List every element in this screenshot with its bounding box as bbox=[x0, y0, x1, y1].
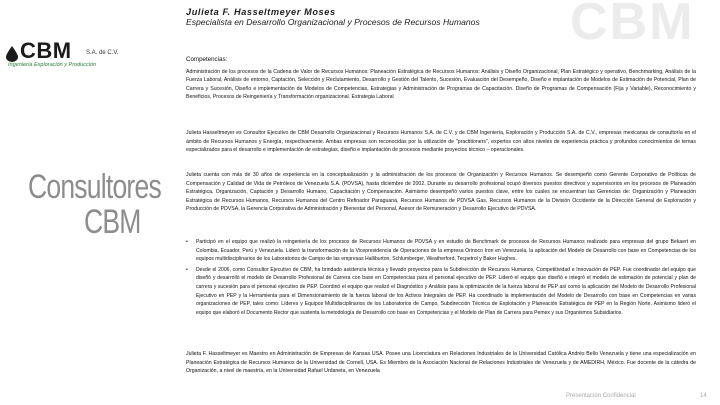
bullet-icon: • bbox=[186, 266, 188, 273]
page-number: 14 bbox=[700, 393, 707, 399]
list-item bbox=[186, 266, 696, 318]
paragraph-consultor: Julieta Hasseltmeyer es Consultor Ejecutivo de CBM Desarrollo Organizacional y Recursos Humanos S.A. de C.V. y de CBM Ingeniería, Exploración y Producción S.A. de C.V., empresas mexicanas de consultoría en el ámbito de Recursos Humanos y Energía, respectivamente. Ambas empresas son reconocidas por la utilización de "practitioners", expertos con altos niveles de experiencia práctica y profundos conocimientos de temas especializados para el desarrollo e implementación de estrategias, diseño e implantación de procesos mediante proyectos técnico – operacionales. bbox=[186, 130, 696, 154]
footer-label: Presentación Confidencial bbox=[566, 393, 636, 399]
list-item bbox=[186, 238, 696, 264]
drop-logo-icon bbox=[6, 46, 18, 62]
brand-sidebar bbox=[0, 0, 180, 405]
logo-tagline: Ingeniería Exploración y Producción bbox=[8, 62, 97, 68]
paragraph-experience: Julieta cuenta con más de 30 años de experiencia en la conceptualización y la administración de los procesos de Organización y Recursos Humanos. Se desempeñó como Gerente Corporativo de Políticas de Compensación y Calidad de Vida de Petróleos de Venezuela S.A. (PDVSA), hasta diciembre de 2002. Durante su desarrollo profesional ocupó diversos puestos directivos y supervisorios en los procesos de Planeación Estratégica, Organización, Captación y Desarrollo Humano, Capacitación y Compensación. Asimismo desempeñó varios puestos clave, entre los cuales se encuentran las Gerencias de: Organización y Planeación Estratégica de Recursos Humanos, Recursos Humanos del Centro Refinador Paraguaná, Recursos Humanos de PDVSA Gas, Recursos Humanos de la División Occidente de la Dirección General de Exploración y Producción de PDVSA, la Gerencia Corporativa de Administración y Bienestar del Personal, Asesor de Remuneración y Desarrollo Ejecutivo de PDVSA. bbox=[186, 172, 696, 213]
achievements-list bbox=[186, 238, 696, 319]
logo-text: CBM bbox=[20, 38, 72, 63]
logo-suffix: S.A. de C.V. bbox=[86, 50, 119, 56]
consultores-cbm: CBM bbox=[84, 203, 141, 241]
bullet-icon: • bbox=[186, 239, 188, 245]
competencias-section bbox=[186, 56, 696, 102]
list-item-text: Desde el 2006, como Consultor Ejecutivo de CBM, ha brindado asistencia técnica y llevado proyectos para la Subdirección de Recursos Humanos, Competitividad e Innovación de PEP. Fue coordinador del equipo que diseñó y desarrolló el modelo de Desarrollo Profesional de Carrera con base en Competencias para el personal ejecutivo de PEP. Lideró el equipo que diseñó e integró el modelo de estimación de potencial y plan de carrera y sucesión para el personal ejecutivo de PEP. Coordinó el equipo que realizó el Diagnóstico y Análisis para la optimización de la fuerza laboral de PEP así como la aplicación del Modelo de Desarrollo Profesional Ejecutivo en PEP y la Herramienta para el Dimensionamiento de la fuerza laboral de los Activos Integrales de PEP. Ha coordinado la implementación del Modelo de Desarrollo con base en Competencias en varias organizaciones de PEP, tales como: Líderes y Equipos Multidisciplinarios de los Laboratorios de Campo, Subdirección Técnica de Explotación y Planeación Estratégica de PEP en la Región Norte. Asimismo lideró el equipo que elaboró el Documento Rector que sustenta la metodología de Desarrollo con base en Competencias y el Modelo de Plan de Carrera para Pemex y sus Organismos Subsidiarios. bbox=[196, 266, 696, 316]
consultores-title: Consultores bbox=[28, 168, 161, 206]
paragraph-education: Julieta F. Hasseltmeyer es Maestro en Administración de Empresas de Kansas USA. Posee una Licenciatura en Relaciones Industriales de la Universidad Católica Andrés Bello Venezuela y tiene una especialización en Planeación Estratégica de Recursos Humanos de la Universidad de Cornell, USA. Es Miembro de la Asociación Nacional de Relaciones Industriales de Venezuela y de AMEDIRH, México. Fue docente de la cátedra de Organización, a nivel de maestría, en la Universidad Rafael Urdaneta, en Venezuela bbox=[186, 351, 696, 375]
list-item-text: Participó en el equipo que realizó la reingeniería de los procesos de Recursos Humanos de PDVSA y en estudio de Benchmark de procesos de Recursos Humanos realizado para empresas del grupo Bekaert en Colombia, Ecuador, Perú y Venezuela. Lideró la transformación de la Vicepresidencia de Operaciones de la empresa Orinoco Iron en Venezuela, la aplicación del Modelo de Desarrollo con base en Competencias de los equipos multidisciplinarios de los Laboratorios de Campo de las empresas Halliburton, Schlumberger, Weatherford, Tecpetrol y Baker Hughes. bbox=[196, 239, 696, 263]
watermark-logo: CBM bbox=[570, 0, 695, 51]
person-role: Especialista en Desarrollo Organizacional y Procesos de Recursos Humanos bbox=[186, 17, 480, 27]
competencias-label: Competencias: bbox=[186, 56, 228, 63]
competencias-text: Administración de los procesos de la Cadena de Valor de Recursos Humanos: Planeación Estratégica de Recursos Humanos: Análisis y Diseño Organizacional, Plan Estratégico y operativo, Benchmarking, Análisis de la Fuerza Laboral, Análisis de entorno, Captación, Selección y Reclutamiento, Desarrollo y Gestión del Talento, Sucesión, Evaluación del Desempeño, Diseño e implantación de Modelos de Estimación de Potencial, Plan de Carrera y Sucesión, Diseño e implementación de Modelos de Competencias, Estrategias y Administración de Programas de Capacitación. Diseño de Programas de Compensación (Fija y Variable), Reconocimiento y Beneficios, Procesos de Reingeniería y Transformación organizacional. Estrategia Laboral bbox=[186, 68, 696, 101]
person-name: Julieta F. Hasseltmeyer Moses bbox=[186, 7, 336, 17]
